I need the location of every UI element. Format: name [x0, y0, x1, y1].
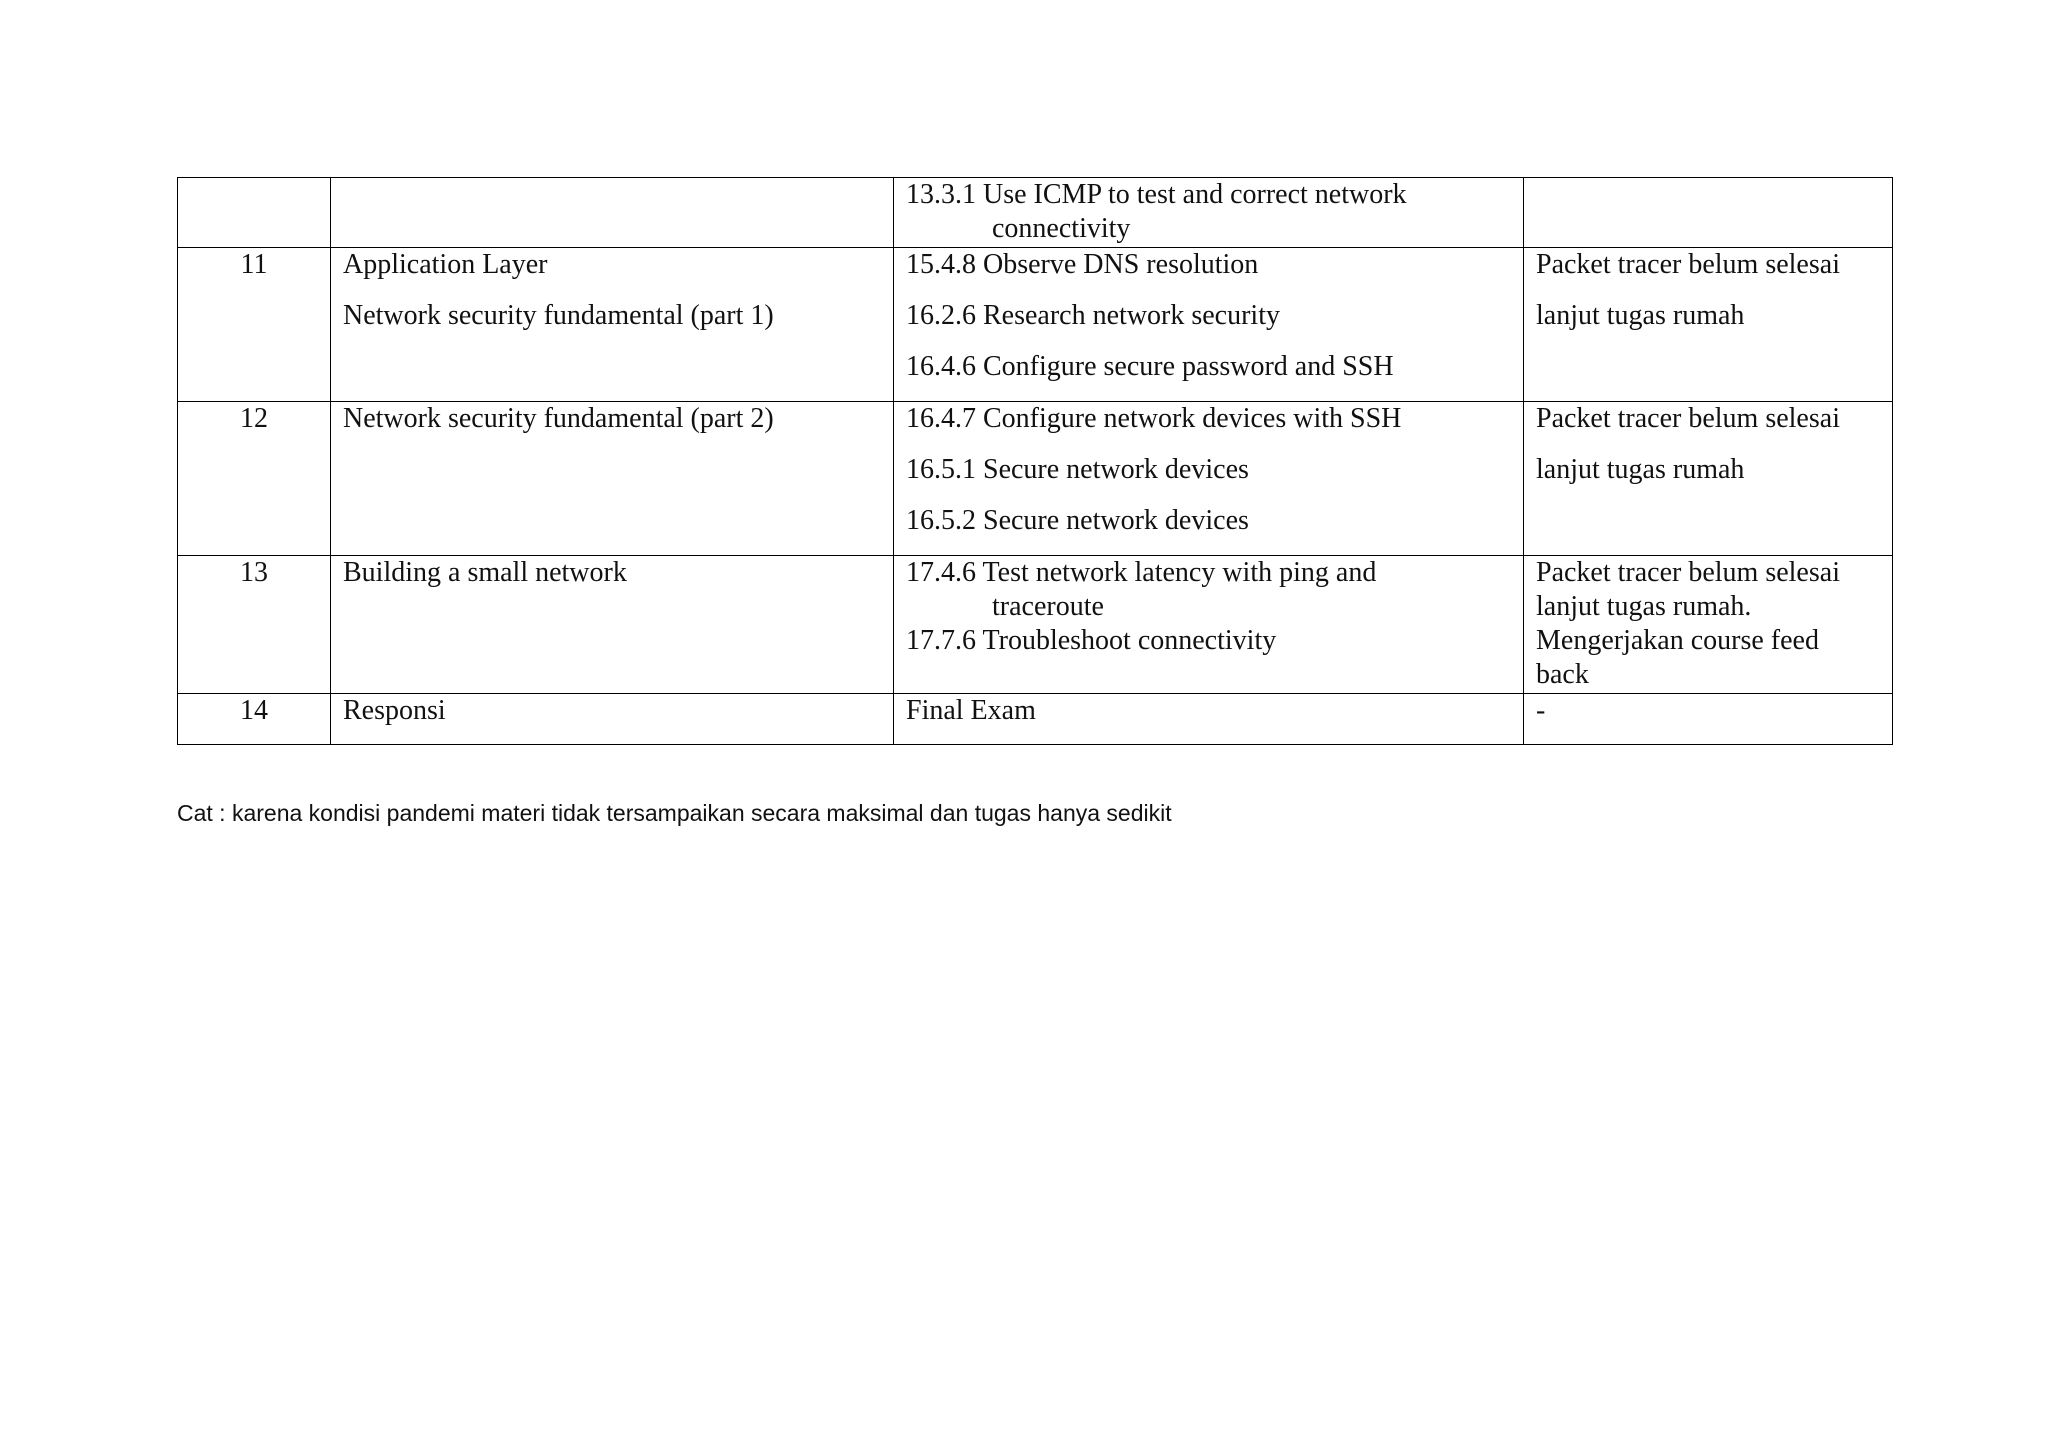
lab-item: 15.4.8 Observe DNS resolution	[906, 249, 1259, 280]
lab-item-continuation: connectivity	[992, 213, 1131, 244]
lab-item: 16.2.6 Research network security	[906, 300, 1280, 331]
footer-note: Cat : karena kondisi pandemi materi tidak tersampaikan secara maksimal dan tugas hanya sedikit	[177, 800, 1172, 826]
topic-item: Responsi	[343, 695, 446, 726]
cell-lab-activity	[894, 556, 1524, 694]
topic-item: Network security fundamental (part 2)	[343, 403, 774, 434]
cell-meeting-number: 11	[178, 248, 331, 402]
topic-item: Network security fundamental (part 1)	[343, 300, 774, 331]
lab-item: 17.4.6 Test network latency with ping and	[906, 557, 1377, 588]
note-line: Mengerjakan course feed	[1536, 625, 1819, 656]
cell-topic	[331, 248, 894, 402]
cell-lab-activity	[894, 694, 1524, 745]
cell-topic	[331, 402, 894, 556]
cell-notes	[1524, 178, 1893, 248]
cell-notes	[1524, 402, 1893, 556]
table-row	[178, 694, 1893, 745]
lab-item: 16.5.1 Secure network devices	[906, 454, 1249, 485]
cell-topic	[331, 556, 894, 694]
cell-notes	[1524, 556, 1893, 694]
cell-meeting-number: 14	[178, 694, 331, 745]
note-line: Packet tracer belum selesai	[1536, 249, 1840, 280]
cell-lab-activity	[894, 178, 1524, 248]
cell-meeting-number: 13	[178, 556, 331, 694]
schedule-table	[177, 177, 1893, 745]
cell-meeting-number: 12	[178, 402, 331, 556]
lab-item: 13.3.1 Use ICMP to test and correct network	[906, 179, 1407, 210]
lab-item: 16.5.2 Secure network devices	[906, 505, 1249, 536]
note-line: lanjut tugas rumah.	[1536, 591, 1752, 622]
cell-notes	[1524, 694, 1893, 745]
topic-item: Building a small network	[343, 557, 627, 588]
cell-notes	[1524, 248, 1893, 402]
cell-lab-activity	[894, 248, 1524, 402]
lab-item-continuation: traceroute	[992, 591, 1104, 622]
note-line: back	[1536, 659, 1589, 690]
lab-item: 16.4.7 Configure network devices with SSH	[906, 403, 1402, 434]
cell-topic	[331, 178, 894, 248]
note-line: Packet tracer belum selesai	[1536, 557, 1840, 588]
table-row	[178, 248, 1893, 402]
table-row	[178, 402, 1893, 556]
table-row	[178, 178, 1893, 248]
cell-topic	[331, 694, 894, 745]
lab-item: 17.7.6 Troubleshoot connectivity	[906, 625, 1277, 656]
note-line: lanjut tugas rumah	[1536, 454, 1745, 485]
cell-meeting-number	[178, 178, 331, 248]
note-line: -	[1536, 695, 1546, 726]
note-line: Packet tracer belum selesai	[1536, 403, 1840, 434]
cell-lab-activity	[894, 402, 1524, 556]
note-line: lanjut tugas rumah	[1536, 300, 1745, 331]
topic-item: Application Layer	[343, 249, 548, 280]
table-row	[178, 556, 1893, 694]
lab-item: Final Exam	[906, 695, 1036, 726]
lab-item: 16.4.6 Configure secure password and SSH	[906, 351, 1394, 382]
